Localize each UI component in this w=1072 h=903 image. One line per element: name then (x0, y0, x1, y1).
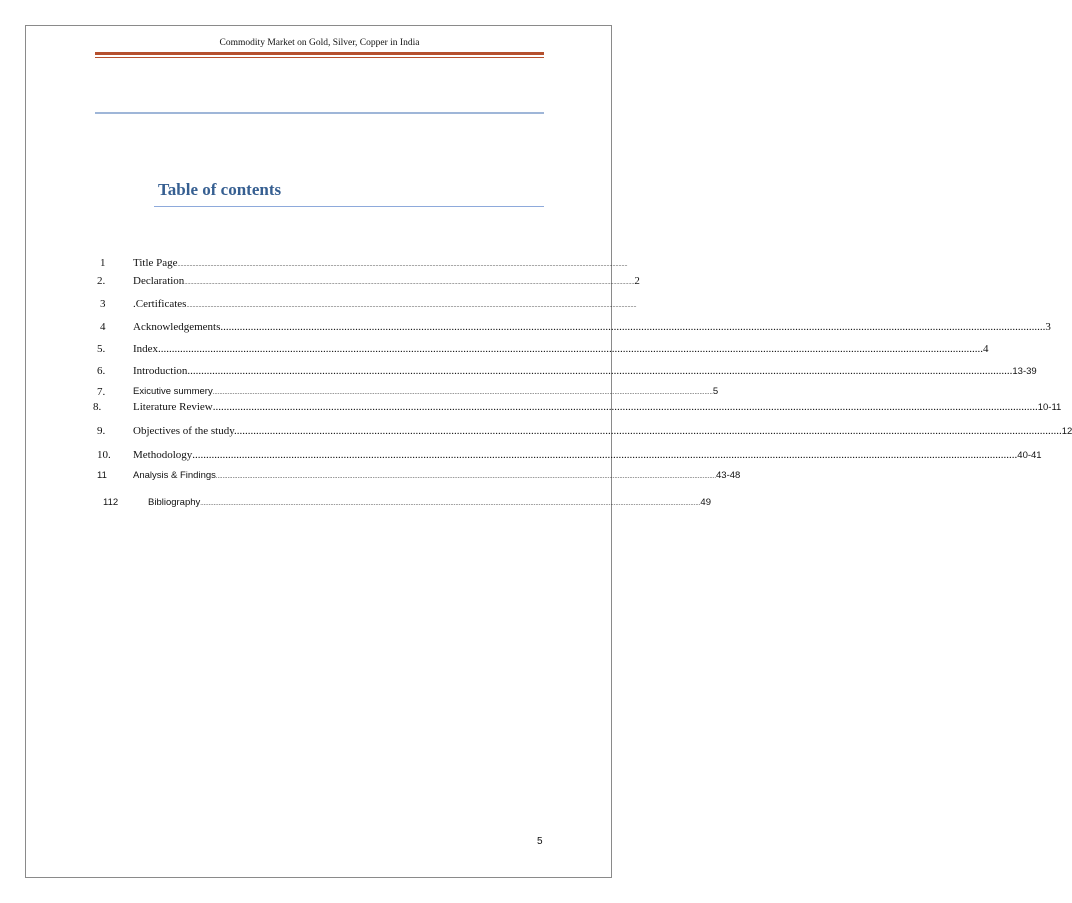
toc-leader-dots: ............................................................................................................................................................................................................................................................................................................ (184, 280, 635, 286)
toc-entry-page: 2 (634, 275, 640, 287)
toc-entry-number: 112 (103, 497, 119, 508)
toc-entry-title: Bibliography (148, 497, 201, 508)
toc-entry-title: .Certificates (133, 298, 187, 310)
toc-leader-dots: ............................................................................................................................................................................................................................................................................................................ (192, 449, 1018, 461)
toc-entry[interactable] (0, 320, 1051, 334)
toc-entry-number: 9. (97, 425, 106, 437)
toc-entry-title: Introduction (133, 365, 188, 377)
toc-leader-dots: ............................................................................................................................................................................................................................................................................................................ (158, 343, 984, 355)
toc-entry[interactable] (0, 385, 719, 399)
toc-entry-page: 40-41 (1017, 450, 1042, 461)
toc-entry[interactable] (0, 448, 1042, 462)
toc-entry-line (133, 297, 637, 313)
toc-entry-page: 12 (1061, 426, 1072, 437)
header-rule-thin (95, 57, 544, 58)
toc-entry-title: Title Page (133, 257, 178, 269)
running-header: Commodity Market on Gold, Silver, Copper in India (219, 38, 420, 48)
toc-entry-title: Objectives of the study. (133, 425, 237, 437)
toc-entry-page: 13-39 (1012, 366, 1037, 377)
toc-entry-number: 8. (93, 401, 102, 413)
toc-leader-dots: ............................................................................................................................................................................................................................................................................................................ (212, 390, 713, 396)
toc-entry-number: 1 (100, 257, 106, 269)
toc-entry-number: 4 (100, 321, 106, 333)
toc-entry-line (133, 424, 1072, 439)
toc-entry-line (133, 448, 1042, 463)
toc-entry-page: 3 (1045, 321, 1051, 333)
toc-entry-number: 6. (97, 365, 106, 377)
toc-leader-dots: ............................................................................................................................................................................................................................................................................................................ (215, 474, 717, 480)
toc-entry[interactable] (0, 297, 638, 311)
toc-entry[interactable] (0, 342, 989, 356)
toc-entry[interactable] (0, 400, 1062, 414)
toc-entry-page: 4 (983, 343, 989, 355)
toc-entry-number: 3 (100, 298, 106, 310)
toc-leader-dots: ............................................................................................................................................................................................................................................................................................................ (186, 303, 637, 309)
toc-leader-dots: ............................................................................................................................................................................................................................................................................................................ (200, 501, 701, 507)
toc-entry-title: Methodology (133, 449, 193, 461)
toc-entry-line (133, 256, 628, 272)
toc-leader-dots: ............................................................................................................................................................................................................................................................................................................ (187, 365, 1013, 377)
header-rule (95, 52, 544, 55)
toc-entry-number: 11 (97, 470, 107, 481)
toc-heading-underline (154, 206, 544, 207)
toc-entry-title: Index (133, 343, 159, 355)
toc-entry-line (133, 385, 719, 400)
toc-entry-line (133, 274, 640, 290)
toc-entry[interactable] (0, 469, 741, 483)
toc-entry-line (133, 342, 989, 356)
toc-entry-line (133, 400, 1062, 415)
toc-leader-dots: ............................................................................................................................................................................................................................................................................................................ (236, 425, 1062, 437)
toc-entry-line (133, 469, 741, 484)
toc-entry-page: 10-11 (1037, 402, 1062, 413)
toc-entry[interactable] (0, 364, 1037, 378)
toc-entry-number: 7. (97, 386, 106, 398)
toc-entry-line (148, 496, 711, 511)
toc-entry-title: Literature Review (133, 401, 213, 413)
toc-heading: Table of contents (158, 180, 282, 199)
section-divider (95, 112, 544, 114)
toc-entry-page: 49 (700, 497, 711, 508)
toc-entry-page: 5 (712, 386, 719, 397)
toc-entry[interactable] (0, 256, 638, 270)
toc-entry-number: 10. (97, 449, 111, 461)
toc-entry[interactable] (0, 424, 1072, 438)
page-number: 5 (537, 836, 543, 847)
toc-entry-line (133, 364, 1037, 379)
toc-entry-title: Exicutive summery (133, 386, 213, 397)
toc-entry-page: 43-48 (716, 470, 741, 481)
toc-entry[interactable] (0, 496, 711, 510)
toc-entry-title: Acknowledgements (133, 321, 221, 333)
toc-entry-line (133, 320, 1051, 334)
toc-entry-number: 5. (97, 343, 106, 355)
toc-entry-number: 2. (97, 275, 106, 287)
toc-entry-title: Declaration (133, 275, 185, 287)
toc-leader-dots: ............................................................................................................................................................................................................................................................................................................ (212, 401, 1038, 413)
toc-leader-dots: ............................................................................................................................................................................................................................................................................................................ (177, 262, 628, 268)
toc-entry-title: Analysis & Findings (133, 470, 216, 481)
toc-entry[interactable] (0, 274, 638, 288)
toc-leader-dots: ............................................................................................................................................................................................................................................................................................................ (220, 321, 1046, 333)
